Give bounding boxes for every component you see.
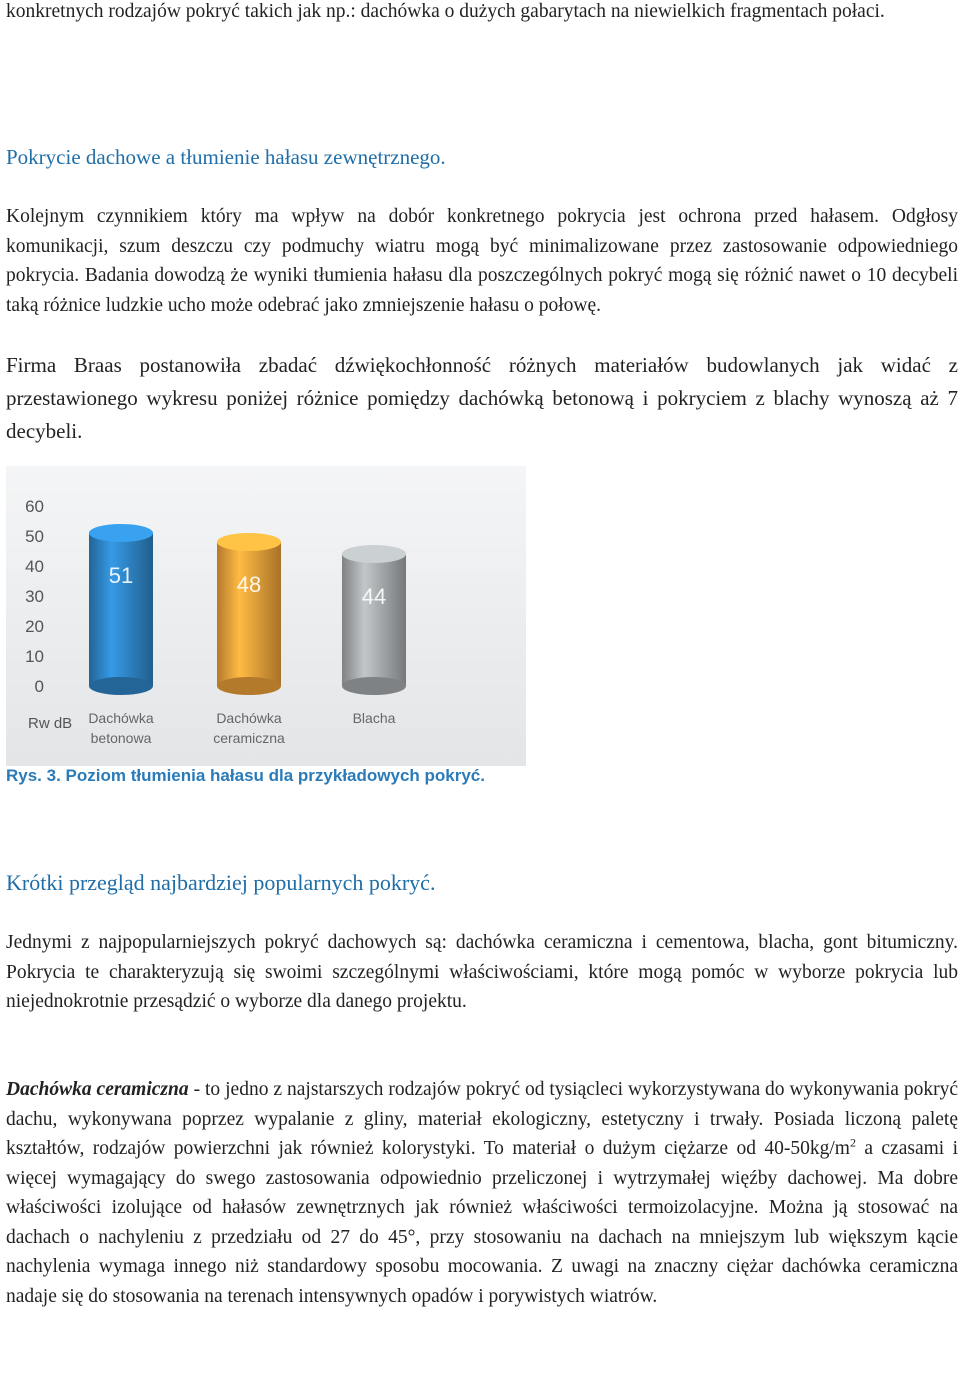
superscript-2: 2 <box>849 1135 856 1150</box>
category-label: betonowa <box>90 730 152 746</box>
category-label: Dachówka <box>88 710 154 726</box>
bar <box>89 533 153 686</box>
y-tick-label: 50 <box>25 527 44 546</box>
bar-value-label: 44 <box>361 584 387 609</box>
category-label: Dachówka <box>216 710 282 726</box>
section-overview-paragraph-1: Jednymi z najpopularniejszych pokryć dachowych są: dachówka ceramiczna i cementowa, blacha, gont bitumiczny. Pokrycia te charakteryzują się swoimi szczególnymi właściwościami, które mogą pomóc w wyborze pokrycia lub niejednokrotnie przesądzić o wyborze dla danego projektu. <box>6 932 958 1012</box>
bar <box>342 554 406 686</box>
section-overview-title: Krótki przegląd najbardziej popularnych pokryć. <box>6 870 436 895</box>
bar-top <box>342 545 406 563</box>
y-tick-label: 60 <box>25 497 44 516</box>
bar-top <box>217 533 281 551</box>
y-tick-label: 20 <box>25 617 44 636</box>
y-tick-label: 10 <box>25 647 44 666</box>
y-axis-label: Rw dB <box>28 715 73 732</box>
bar <box>217 542 281 686</box>
noise-chart-figure <box>6 466 526 766</box>
section-noise-paragraph-1: Kolejnym czynnikiem który ma wpływ na dobór konkretnego pokrycia jest ochrona przed hałasem. Odgłosy komunikacji, szum deszczu czy podmuchy wiatru mogą być minimalizowane przez zastosowanie odpowiedniego pokrycia. Badania dowodzą że wyniki tłumienia hałasu dla poszczególnych pokryć mogą się różnić nawet o 10 decybeli taką różnice ludzkie ucho może odebrać jako zmniejszenie hałasu o połowę. <box>6 206 958 316</box>
ceramic-tile-text-b: a czasami i więcej wymagający do swego zastosowania odpowiednio przeliczonej i wytrzymałej więźby dachowej. Ma dobre właściwości izolujące od hałasów zewnętrznych jak również właściwości termoizolacyjne. Można ją stosować na dachach o nachyleniu z przedziału od 27 do 45°, przy stosowaniu na dachach na mniejszym lub większym kącie nachylenia wymaga innego niż standardowy sposobu mocowania. Z uwagi na znaczny ciężar dachówka ceramiczna nadaje się do stosowania na terenach intensywnych opadów i porywistych wiatrów. <box>6 1138 958 1307</box>
y-tick-label: 30 <box>25 587 44 606</box>
ceramic-tile-text-a: - to jedno z najstarszych rodzajów pokryć od tysiącleci wykorzystywana do wykonywania pokryć dachu, wykonywana poprzez wypalanie z gliny, materiał ekologiczny, estetyczny i trwały. Posiada liczoną paletę kształtów, rodzajów powierzchni jak również kolorystyki. To materiał o dużym ciężarze od 40-50kg/m <box>6 1079 958 1159</box>
bar-value-label: 51 <box>108 563 134 588</box>
category-label: Blacha <box>352 710 396 726</box>
bar-base <box>89 677 153 695</box>
section-overview-paragraph-2 <box>6 1075 958 1311</box>
section-noise-title: Pokrycie dachowe a tłumienie hałasu zewnętrznego. <box>6 145 446 169</box>
noise-chart <box>6 466 526 766</box>
y-tick-label: 0 <box>34 677 44 696</box>
y-tick-label: 40 <box>25 557 44 576</box>
bar-value-label: 48 <box>236 572 262 597</box>
bar-top <box>89 524 153 542</box>
intro-tail-paragraph: konkretnych rodzajów pokryć takich jak np.: dachówka o dużych gabarytach na niewielkich fragmentach połaci. <box>6 1 885 22</box>
section-noise-paragraph-2: Firma Braas postanowiła zbadać dźwiękochłonność różnych materiałów budowlanych jak widać z przestawionego wykresu poniżej różnice pomiędzy dachówką betonową i pokryciem z blachy wynoszą aż 7 decybeli. <box>6 353 958 443</box>
bar-base <box>217 677 281 695</box>
bar-base <box>342 677 406 695</box>
category-label: ceramiczna <box>213 730 285 746</box>
term-ceramic-tile: Dachówka ceramiczna <box>6 1079 189 1100</box>
figure-caption: Rys. 3. Poziom tłumienia hałasu dla przykładowych pokryć. <box>6 766 485 785</box>
